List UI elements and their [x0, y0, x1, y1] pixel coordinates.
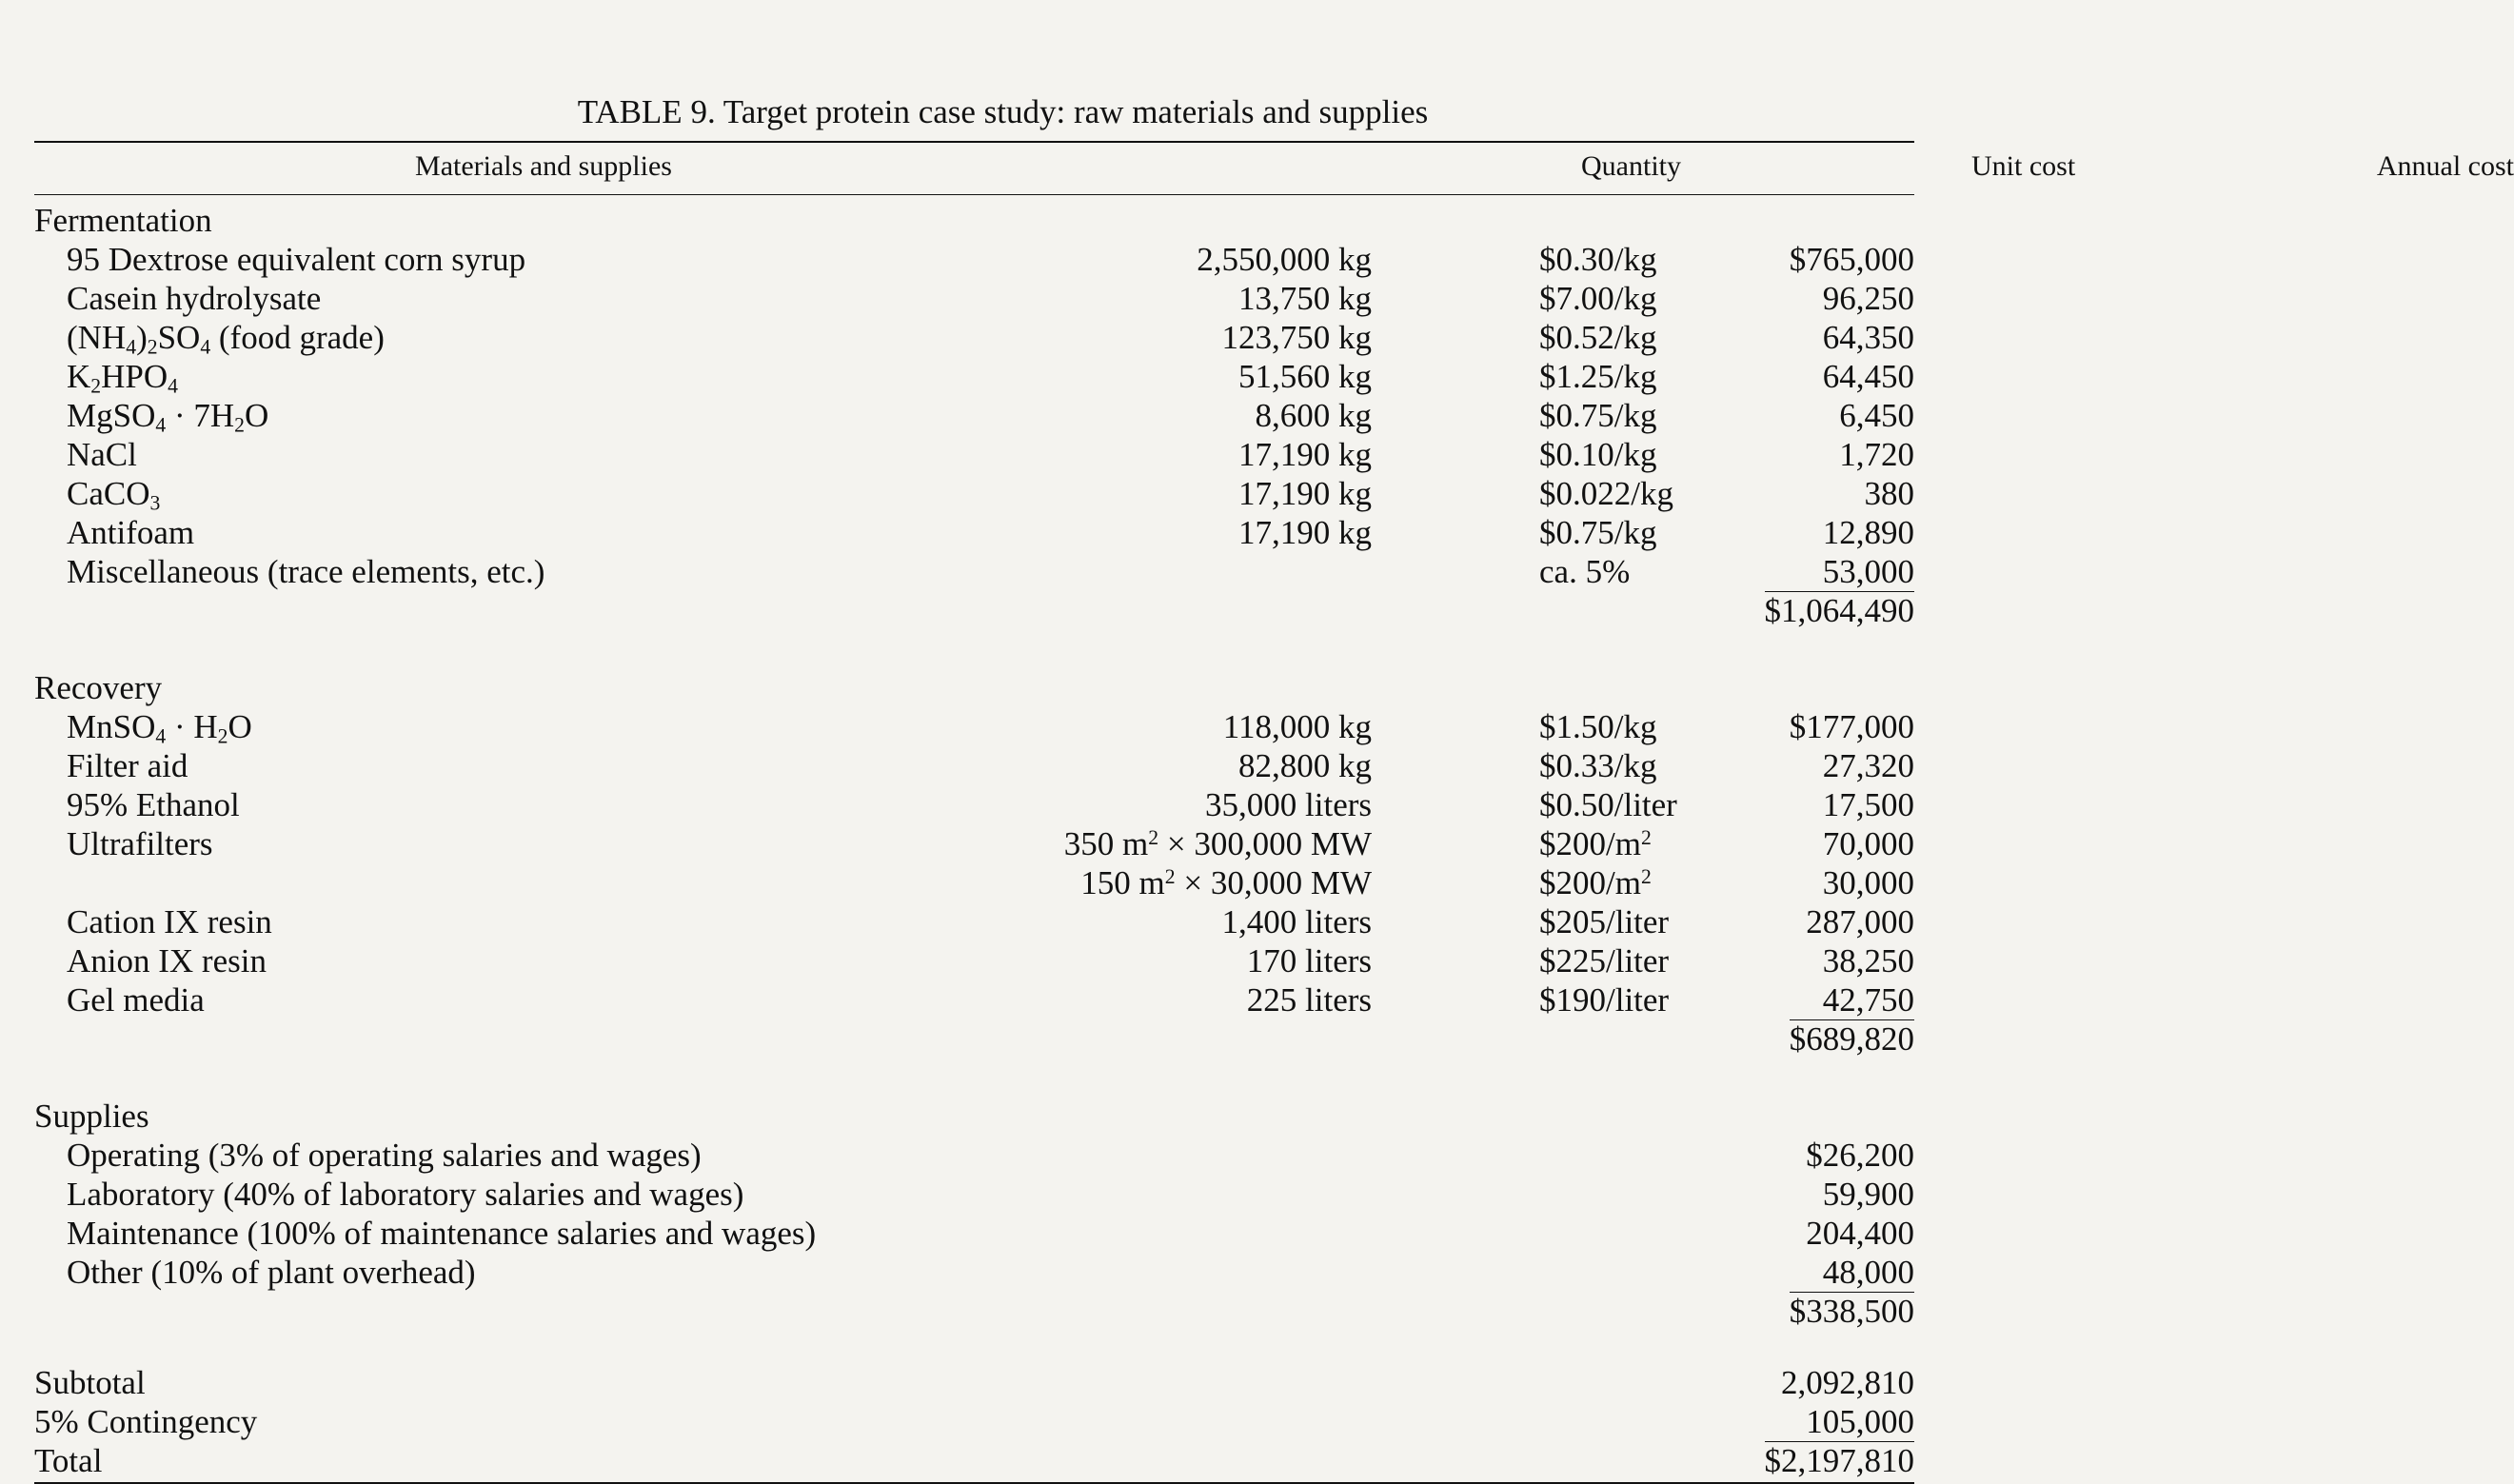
- annual-cost-cell: 27,320: [1822, 747, 1914, 784]
- table-row: [34, 435, 1914, 474]
- annual-cost-cell: 70,000: [1822, 825, 1914, 862]
- unit-cost-cell: $225/liter: [1539, 942, 1670, 979]
- quantity-cell: 1,400 liters: [1221, 903, 1372, 940]
- annual-cost-cell: 42,750: [1822, 981, 1914, 1019]
- unit-cost-cell: $205/liter: [1539, 903, 1670, 940]
- empty-cell: [1372, 1402, 1686, 1441]
- empty-cell: [1372, 663, 1686, 707]
- material-name: Laboratory (40% of laboratory salaries and wages): [67, 1176, 744, 1213]
- table-row: [34, 552, 1914, 591]
- quantity-cell: [1053, 1253, 1372, 1292]
- grand-subtotal-row-value: 2,092,810: [1781, 1364, 1914, 1401]
- quantity-cell: 17,190 kg: [1238, 436, 1372, 473]
- table-row: [34, 785, 1914, 824]
- quantity-cell: [1053, 1214, 1372, 1253]
- annual-cost-cell: 287,000: [1806, 903, 1914, 940]
- raw-materials-table: [34, 143, 2514, 190]
- unit-cost-cell: $7.00/kg: [1539, 280, 1657, 317]
- unit-cost-cell: [1372, 1214, 1686, 1253]
- quantity-cell: 13,750 kg: [1238, 280, 1372, 317]
- quantity-cell: 17,190 kg: [1238, 475, 1372, 512]
- unit-cost-cell: $0.33/kg: [1539, 747, 1657, 784]
- unit-cost-cell: ca. 5%: [1539, 553, 1631, 590]
- annual-cost-cell: 96,250: [1822, 280, 1914, 317]
- spacer-cell: [34, 630, 1914, 663]
- table-row: [34, 1175, 1914, 1214]
- quantity-cell: 123,750 kg: [1221, 319, 1372, 356]
- quantity-cell: 170 liters: [1246, 942, 1372, 979]
- unit-cost-cell: [1372, 1253, 1686, 1292]
- annual-cost-cell: 64,450: [1822, 358, 1914, 395]
- annual-cost-cell: 53,000: [1822, 553, 1914, 590]
- empty-cell: [34, 591, 1053, 630]
- unit-cost-cell: $1.25/kg: [1539, 358, 1657, 395]
- table-body: [34, 195, 1914, 1480]
- material-name: Maintenance (100% of maintenance salaries and wages): [67, 1215, 817, 1252]
- annual-cost-cell: 380: [1864, 475, 1914, 512]
- header-row: [34, 143, 2514, 190]
- material-name: Ultrafilters: [67, 825, 213, 862]
- total-row: [34, 1441, 1914, 1480]
- spacer-cell: [34, 1059, 1914, 1091]
- unit-cost-cell: [1372, 1136, 1686, 1175]
- supplies-section-title: Supplies: [34, 1098, 149, 1135]
- supplies-subtotal-value: $338,500: [1789, 1293, 1914, 1330]
- col-header-annual-cost: Annual cost: [2376, 150, 2514, 182]
- annual-cost-cell: 59,900: [1822, 1176, 1914, 1213]
- grand-subtotal-row: [34, 1363, 1914, 1402]
- empty-cell: [1372, 1019, 1686, 1059]
- quantity-cell: 51,560 kg: [1238, 358, 1372, 395]
- col-header-materials: Materials and supplies: [415, 150, 672, 182]
- recovery-section-title-row: [34, 663, 1914, 707]
- annual-cost-cell: 6,450: [1839, 397, 1914, 434]
- material-name: CaCO$_3$: [67, 475, 161, 515]
- empty-cell: [1686, 1091, 1914, 1136]
- raw-materials-table-body: [34, 195, 1914, 1480]
- unit-cost-cell: $1.50/kg: [1539, 708, 1657, 745]
- quantity-cell: 8,600 kg: [1255, 397, 1372, 434]
- spacer-row: [34, 1331, 1914, 1363]
- material-name: $K_2HPO_4$: [67, 358, 178, 398]
- spacer-cell: [34, 1331, 1914, 1363]
- empty-cell: [1053, 1363, 1372, 1402]
- quantity-cell: [1053, 1175, 1372, 1214]
- annual-cost-cell: 17,500: [1822, 786, 1914, 823]
- table-page: [34, 93, 2514, 1484]
- spacer-row: [34, 1059, 1914, 1091]
- annual-cost-cell: 12,890: [1822, 514, 1914, 551]
- material-name: $(NH_4)_2SO_4$ (food grade): [67, 319, 385, 359]
- empty-cell: [1372, 1292, 1686, 1331]
- unit-cost-cell: [1372, 1175, 1686, 1214]
- quantity-cell: 82,800 kg: [1238, 747, 1372, 784]
- unit-cost-cell: $0.75/kg: [1539, 397, 1657, 434]
- annual-cost-cell: 30,000: [1822, 864, 1914, 901]
- empty-cell: [1053, 1091, 1372, 1136]
- table-row: [34, 980, 1914, 1019]
- unit-cost-cell: $0.10/kg: [1539, 436, 1657, 473]
- empty-cell: [1372, 195, 1686, 240]
- unit-cost-cell: $0.022/kg: [1539, 475, 1673, 512]
- fermentation-subtotal-value: $1,064,490: [1764, 592, 1914, 629]
- table-row: [34, 1136, 1914, 1175]
- fermentation-section-title-row: [34, 195, 1914, 240]
- material-name: Miscellaneous (trace elements, etc.): [67, 553, 545, 590]
- table-row: [34, 513, 1914, 552]
- annual-cost-cell: $765,000: [1789, 241, 1914, 278]
- empty-cell: [1372, 1441, 1686, 1480]
- empty-cell: [1053, 1292, 1372, 1331]
- spacer-row: [34, 630, 1914, 663]
- unit-cost-cell: $190/liter: [1539, 981, 1670, 1019]
- table-row: [34, 902, 1914, 941]
- contingency-row-value: 105,000: [1806, 1403, 1914, 1440]
- empty-cell: [1686, 663, 1914, 707]
- material-name: Filter aid: [67, 747, 188, 784]
- contingency-row-label: 5% Contingency: [34, 1403, 258, 1440]
- col-header-unit-cost: Unit cost: [1971, 150, 2076, 182]
- empty-cell: [34, 1292, 1053, 1331]
- unit-cost-cell: $0.75/kg: [1539, 514, 1657, 551]
- quantity-cell: 150 $m^2 \times 30,000$ MW: [1080, 864, 1372, 901]
- table-row: [34, 707, 1914, 746]
- table-row: [34, 357, 1914, 396]
- table-row: [34, 318, 1914, 357]
- supplies-section-title-row: [34, 1091, 1914, 1136]
- recovery-section-title: Recovery: [34, 669, 163, 706]
- unit-cost-cell: $0.52/kg: [1539, 319, 1657, 356]
- empty-cell: [1053, 1441, 1372, 1480]
- table-row: [34, 474, 1914, 513]
- material-name: MgSO$_4$ · $7H_2O$: [67, 397, 269, 437]
- unit-cost-cell: $\$200/m^2$: [1539, 825, 1652, 862]
- table-row: [34, 279, 1914, 318]
- quantity-cell: 225 liters: [1246, 981, 1372, 1019]
- annual-cost-cell: 1,720: [1839, 436, 1914, 473]
- quantity-cell: [1053, 552, 1372, 591]
- empty-cell: [1053, 1402, 1372, 1441]
- quantity-cell: 118,000 kg: [1222, 708, 1372, 745]
- fermentation-section-title: Fermentation: [34, 202, 212, 239]
- unit-cost-cell: $0.50/liter: [1539, 786, 1677, 823]
- annual-cost-cell: 38,250: [1822, 942, 1914, 979]
- empty-cell: [1372, 1363, 1686, 1402]
- material-name: Operating (3% of operating salaries and wages): [67, 1137, 702, 1174]
- material-name: Gel media: [67, 981, 205, 1019]
- table-row: [34, 863, 1914, 902]
- quantity-cell: 350 $m^2 \times 300,000$ MW: [1063, 825, 1372, 862]
- table-row: [34, 941, 1914, 980]
- table-row: [34, 824, 1914, 863]
- table-row: [34, 746, 1914, 785]
- table-row: [34, 240, 1914, 279]
- unit-cost-cell: $\$200/m^2$: [1539, 864, 1652, 901]
- supplies-subtotal-row: [34, 1292, 1914, 1331]
- recovery-subtotal-row: [34, 1019, 1914, 1059]
- total-row-label: Total: [34, 1442, 103, 1479]
- material-name: [34, 863, 1053, 902]
- annual-cost-cell: 48,000: [1822, 1254, 1914, 1291]
- contingency-row: [34, 1402, 1914, 1441]
- quantity-cell: 35,000 liters: [1205, 786, 1372, 823]
- empty-cell: [1053, 663, 1372, 707]
- annual-cost-cell: 64,350: [1822, 319, 1914, 356]
- quantity-cell: 2,550,000 kg: [1197, 241, 1372, 278]
- material-name: Antifoam: [67, 514, 195, 551]
- material-name: Casein hydrolysate: [67, 280, 322, 317]
- total-row-value-cell: [1686, 1441, 1914, 1480]
- contingency-row-value-cell: [1686, 1402, 1914, 1441]
- table-title: TABLE 9. Target protein case study: raw materials and supplies: [577, 93, 1429, 130]
- material-name: 95 Dextrose equivalent corn syrup: [67, 241, 526, 278]
- quantity-cell: [1053, 1136, 1372, 1175]
- material-name: 95% Ethanol: [67, 786, 240, 823]
- empty-cell: [1053, 591, 1372, 630]
- empty-cell: [1053, 195, 1372, 240]
- supplies-subtotal-cell: [1686, 1292, 1914, 1331]
- fermentation-subtotal-row: [34, 591, 1914, 630]
- table-row: [34, 396, 1914, 435]
- table-row: [34, 1253, 1914, 1292]
- fermentation-subtotal-cell: [1686, 591, 1914, 630]
- empty-cell: [34, 1019, 1053, 1059]
- recovery-subtotal-value: $689,820: [1789, 1020, 1914, 1058]
- grand-subtotal-row-label: Subtotal: [34, 1364, 146, 1401]
- empty-cell: [1372, 591, 1686, 630]
- empty-cell: [1372, 1091, 1686, 1136]
- empty-cell: [1686, 195, 1914, 240]
- annual-cost-cell: $26,200: [1806, 1137, 1914, 1174]
- unit-cost-cell: $0.30/kg: [1539, 241, 1657, 278]
- material-name: NaCl: [67, 436, 137, 473]
- grand-subtotal-row-value-cell: [1686, 1363, 1914, 1402]
- empty-cell: [1053, 1019, 1372, 1059]
- col-header-quantity: Quantity: [1581, 150, 1681, 182]
- table-row: [34, 1214, 1914, 1253]
- material-name: MnSO$_4$ · $H_2O$: [67, 708, 252, 748]
- material-name: Anion IX resin: [67, 942, 267, 979]
- quantity-cell: 17,190 kg: [1238, 514, 1372, 551]
- total-row-value: $2,197,810: [1764, 1442, 1914, 1479]
- annual-cost-cell: 204,400: [1806, 1215, 1914, 1252]
- recovery-subtotal-cell: [1686, 1019, 1914, 1059]
- annual-cost-cell: $177,000: [1789, 708, 1914, 745]
- material-name: Other (10% of plant overhead): [67, 1254, 476, 1291]
- material-name: Cation IX resin: [67, 903, 272, 940]
